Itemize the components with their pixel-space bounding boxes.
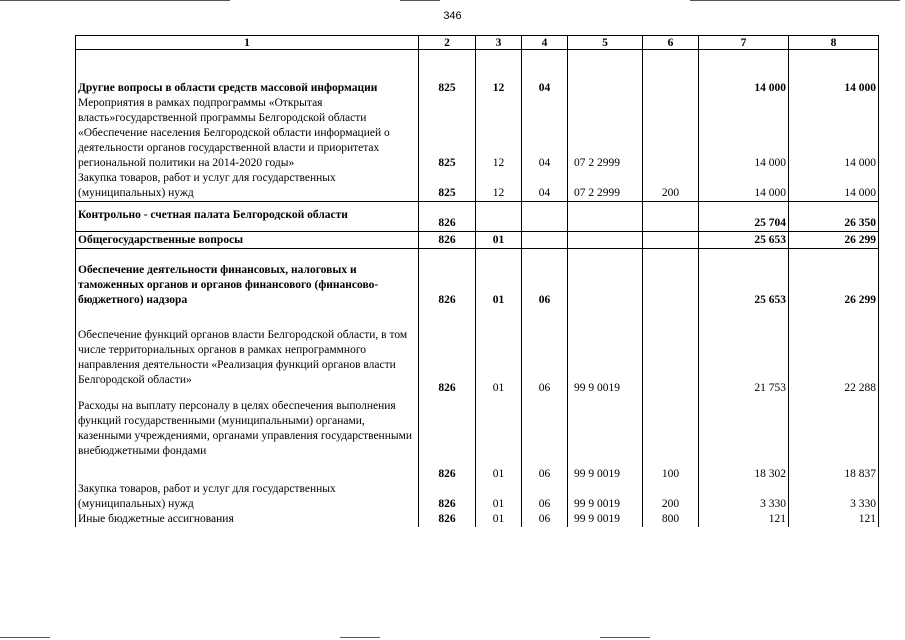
row-target [568,201,643,231]
row-expense-type [643,231,699,248]
scan-artifact-line [0,637,50,638]
scan-artifact-line [340,637,380,638]
table-row [76,482,879,512]
row-section: 12 [476,171,522,202]
row-section: 01 [476,482,522,512]
row-name: Обеспечение деятельности финансовых, налоговых и таможенных органов и органов финансового (финансово-бюджетного) надзора [76,248,419,308]
row-section: 12 [476,96,522,171]
row-subsection: 04 [522,50,568,96]
row-code: 826 [419,231,476,248]
row-code: 826 [419,248,476,308]
row-code: 826 [419,482,476,512]
header-col-5: 5 [568,36,643,50]
row-amount-7: 3 330 [699,482,789,512]
row-expense-type [643,96,699,171]
row-code: 826 [419,308,476,396]
header-col-7: 7 [699,36,789,50]
row-target: 07 2 2999 [568,171,643,202]
row-amount-8: 22 288 [789,308,879,396]
row-subsection: 06 [522,396,568,482]
row-amount-8: 14 000 [789,50,879,96]
row-section: 12 [476,50,522,96]
row-amount-8: 3 330 [789,482,879,512]
table-row [76,231,879,248]
row-target [568,231,643,248]
row-subsection: 06 [522,482,568,512]
header-col-3: 3 [476,36,522,50]
row-target: 99 9 0019 [568,482,643,512]
row-subsection: 06 [522,308,568,396]
row-target: 07 2 2999 [568,96,643,171]
row-subsection: 04 [522,171,568,202]
scan-artifact-line [600,637,650,638]
row-amount-8: 121 [789,512,879,527]
row-amount-7: 21 753 [699,308,789,396]
table-row [76,308,879,396]
header-col-4: 4 [522,36,568,50]
header-row [76,36,879,50]
row-expense-type: 200 [643,171,699,202]
row-name: Обеспечение функций органов власти Белгородской области, в том числе территориальных органов в рамках непрограммного направления деятельности «Реализация функций органов власти Белгородской области» [76,308,419,396]
row-subsection: 06 [522,248,568,308]
row-name: Закупка товаров, работ и услуг для государственных (муниципальных) нужд [76,171,419,202]
row-code: 825 [419,50,476,96]
table-row [76,396,879,482]
row-expense-type [643,248,699,308]
budget-table [75,35,879,527]
row-code: 826 [419,201,476,231]
row-name: Общегосударственные вопросы [76,231,419,248]
row-section: 01 [476,512,522,527]
row-subsection: 04 [522,96,568,171]
row-target [568,248,643,308]
table-row [76,171,879,202]
row-code: 825 [419,96,476,171]
row-amount-7: 25 653 [699,231,789,248]
row-amount-7: 18 302 [699,396,789,482]
table-row [76,248,879,308]
scan-artifact-line [0,0,230,1]
scan-artifact-line [400,0,440,1]
row-name: Мероприятия в рамках подпрограммы «Открытая власть»государственной программы Белгородской области «Обеспечение населения Белгородской области информацией о деятельности органов государственной власти и приоритетах региональной политики на 2014-2020 годы» [76,96,419,171]
table-row [76,201,879,231]
header-col-6: 6 [643,36,699,50]
row-amount-7: 25 653 [699,248,789,308]
row-expense-type [643,50,699,96]
row-amount-7: 14 000 [699,50,789,96]
row-name: Другие вопросы в области средств массовой информации [76,50,419,96]
row-expense-type: 200 [643,482,699,512]
table-row [76,512,879,527]
row-expense-type: 800 [643,512,699,527]
row-expense-type [643,201,699,231]
row-name: Контрольно - счетная палата Белгородской области [76,201,419,231]
page-number: 346 [443,10,462,22]
row-code: 826 [419,396,476,482]
row-amount-7: 14 000 [699,171,789,202]
row-name: Расходы на выплату персоналу в целях обеспечения выполнения функций государственными (муниципальными) органами, казенными учреждениями, органами управления государственными внебюджетными фондами [76,396,419,482]
row-amount-8: 26 350 [789,201,879,231]
row-amount-8: 14 000 [789,96,879,171]
row-expense-type [643,308,699,396]
row-subsection: 06 [522,512,568,527]
row-amount-7: 121 [699,512,789,527]
row-section: 01 [476,231,522,248]
table-row [76,50,879,96]
row-name: Закупка товаров, работ и услуг для государственных (муниципальных) нужд [76,482,419,512]
row-target: 99 9 0019 [568,308,643,396]
row-section: 01 [476,396,522,482]
row-section: 01 [476,248,522,308]
row-name: Иные бюджетные ассигнования [76,512,419,527]
row-subsection [522,231,568,248]
row-section [476,201,522,231]
row-amount-8: 18 837 [789,396,879,482]
row-amount-8: 26 299 [789,231,879,248]
row-code: 825 [419,171,476,202]
row-section: 01 [476,308,522,396]
row-amount-8: 26 299 [789,248,879,308]
row-amount-8: 14 000 [789,171,879,202]
row-expense-type: 100 [643,396,699,482]
table-row [76,96,879,171]
row-subsection [522,201,568,231]
row-target [568,50,643,96]
row-target: 99 9 0019 [568,396,643,482]
scan-artifact-line [690,0,900,1]
row-amount-7: 14 000 [699,96,789,171]
row-amount-7: 25 704 [699,201,789,231]
header-col-1: 1 [76,36,419,50]
header-col-8: 8 [789,36,879,50]
header-col-2: 2 [419,36,476,50]
row-target: 99 9 0019 [568,512,643,527]
row-code: 826 [419,512,476,527]
